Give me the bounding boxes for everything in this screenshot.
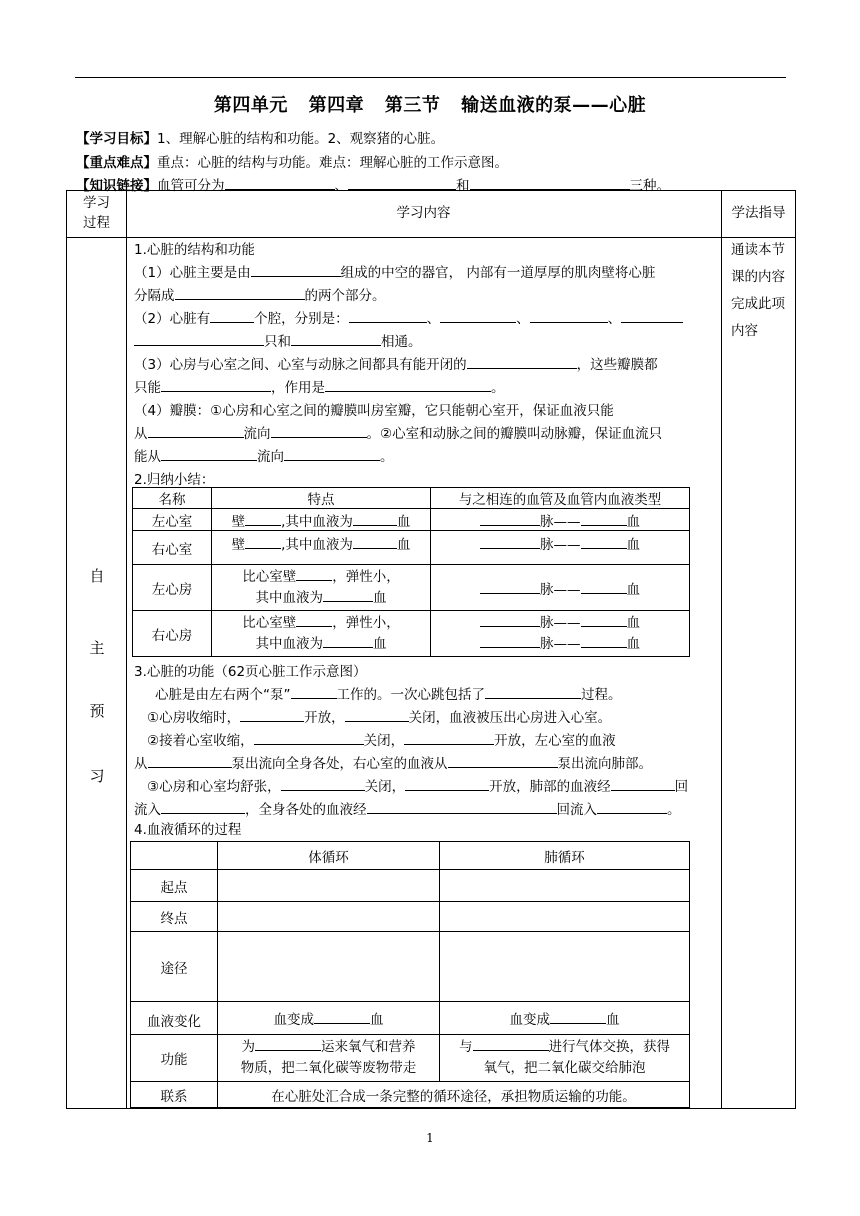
section1-line <box>134 331 714 354</box>
link-text: 血管可分为 <box>157 178 225 194</box>
blank[interactable] <box>550 1011 606 1024</box>
col-header-process <box>67 193 126 233</box>
text: 回流入 <box>556 802 597 818</box>
table-row <box>133 565 690 611</box>
blank[interactable] <box>480 536 540 549</box>
blank[interactable] <box>404 732 494 745</box>
sep: 、 <box>334 178 348 194</box>
line <box>444 1037 685 1058</box>
blank[interactable] <box>245 536 281 549</box>
section1-heading: 1.心脏的结构和功能 <box>134 242 255 258</box>
circulation-table <box>130 841 690 1108</box>
study-guide <box>727 237 797 345</box>
blank[interactable] <box>530 310 608 323</box>
blank[interactable] <box>175 287 305 300</box>
learning-goals <box>76 127 444 147</box>
row-label: 血液变化 <box>131 1002 218 1035</box>
row-feature <box>212 509 431 531</box>
th-vessel: 与之相连的血管及血管内血液类型 <box>431 488 690 509</box>
text: 的两个部分。 <box>304 288 386 304</box>
row-label: 途径 <box>131 932 218 1002</box>
t: 为 <box>241 1039 255 1055</box>
t: ,其中血液为 <box>281 513 353 530</box>
t: 血 <box>606 1012 620 1028</box>
row-feature <box>212 531 431 565</box>
hdr-line: 过程 <box>83 215 110 231</box>
section3-heading: 3.心脏的功能（62页心脏工作示意图） <box>134 664 367 680</box>
text: 关闭， <box>363 733 405 749</box>
th-systemic: 体循环 <box>218 842 440 870</box>
text: ，作用是 <box>271 380 325 396</box>
table-header-row <box>131 842 690 870</box>
blank[interactable] <box>323 635 373 648</box>
blank[interactable] <box>323 589 373 602</box>
row-name: 左心室 <box>133 509 212 531</box>
t: 进行气体交换，获得 <box>548 1039 670 1055</box>
blank[interactable] <box>470 176 630 190</box>
text: 开放，肺部的血液经 <box>489 779 611 795</box>
cell-function-systemic <box>218 1035 440 1082</box>
text: 能从 <box>134 449 161 465</box>
t: 血 <box>626 635 640 652</box>
row-label: 联系 <box>131 1082 218 1108</box>
side-label-char: 习 <box>89 767 105 785</box>
header-divider <box>67 237 795 238</box>
blank[interactable] <box>581 635 627 648</box>
section1-line <box>134 285 714 308</box>
t: 血 <box>626 513 640 530</box>
blank[interactable] <box>245 513 281 526</box>
title-chapter: 第四章 <box>308 95 365 116</box>
row-vessel <box>431 565 690 611</box>
text: 过程。 <box>581 687 622 703</box>
t: 壁 <box>231 537 246 553</box>
text: 泵出流向肺部。 <box>557 756 652 772</box>
blank[interactable] <box>281 778 365 791</box>
cell-function-pulmonary <box>440 1035 690 1082</box>
blank[interactable] <box>240 709 304 722</box>
page-title <box>0 91 860 117</box>
text: 个腔，分别是： <box>254 311 349 327</box>
cell[interactable] <box>218 932 440 1002</box>
line <box>216 634 426 655</box>
section3-line <box>155 684 735 707</box>
text: 流向 <box>257 449 284 465</box>
blank[interactable] <box>485 686 581 699</box>
line <box>216 613 426 634</box>
table-row <box>131 870 690 902</box>
cell-change-systemic <box>218 1002 440 1035</box>
blank[interactable] <box>581 581 627 594</box>
line <box>216 567 426 588</box>
row-feature <box>212 611 431 657</box>
t: 与 <box>459 1039 473 1055</box>
text: 关闭，血液被压出心房进入心室。 <box>408 710 612 726</box>
section3-line <box>147 730 727 753</box>
text: 流向 <box>243 426 271 442</box>
table-row <box>131 1035 690 1082</box>
text: 开放，左心室的血液 <box>494 733 616 749</box>
blank[interactable] <box>480 635 540 648</box>
table-row <box>133 509 690 531</box>
side-label-char: 预 <box>89 702 105 720</box>
text: （3）心房与心室之间、心室与动脉之间都具有能开闭的 <box>134 357 467 373</box>
blank[interactable] <box>314 1011 370 1024</box>
sep: 、 <box>426 311 441 327</box>
text: 分隔成 <box>134 288 175 304</box>
t: 血 <box>396 537 411 553</box>
section2-heading: 2.归纳小结： <box>134 472 215 488</box>
row-feature <box>212 565 431 611</box>
blank[interactable] <box>480 513 540 526</box>
table-row <box>133 531 690 565</box>
row-vessel <box>431 509 690 531</box>
t: 脉—— <box>540 581 581 598</box>
section1-line <box>134 354 714 377</box>
blank[interactable] <box>134 333 264 346</box>
blank[interactable] <box>296 614 332 627</box>
guide-line: 课的内容 <box>731 269 785 285</box>
text: 工作的。一次心跳包括了 <box>336 687 485 703</box>
row-vessel <box>431 611 690 657</box>
cell[interactable] <box>218 870 440 902</box>
cell[interactable] <box>440 932 690 1002</box>
th-empty <box>131 842 218 870</box>
t: 血 <box>370 1012 384 1028</box>
line: 氧气，把二氧化碳交给肺泡 <box>483 1060 646 1076</box>
t: 其中血液为 <box>255 589 323 606</box>
blank[interactable] <box>349 310 427 323</box>
row-vessel <box>431 531 690 565</box>
text: 开放， <box>304 710 345 726</box>
blank[interactable] <box>161 448 257 461</box>
blank[interactable] <box>284 448 380 461</box>
t: 血变成 <box>273 1012 314 1028</box>
focus-text: 重点：心脏的结构与功能。难点：理解心脏的工作示意图。 <box>157 155 508 171</box>
text: 流入 <box>134 802 161 818</box>
t: ，弹性小， <box>332 614 400 631</box>
text: （2）心脏有 <box>134 311 211 327</box>
blank[interactable] <box>405 778 489 791</box>
section1-line <box>134 262 714 285</box>
t: 血 <box>396 513 411 530</box>
text: 关闭， <box>364 779 406 795</box>
text: 心脏是由左右两个“泵” <box>155 687 291 703</box>
line <box>435 613 685 634</box>
t: 其中血液为 <box>255 635 323 652</box>
text: ①心房收缩时， <box>147 710 241 726</box>
section3-line <box>147 707 727 730</box>
side-label-char: 主 <box>89 639 105 657</box>
section3-line <box>134 753 714 776</box>
t: 脉—— <box>540 537 581 553</box>
t: 脉—— <box>540 614 581 631</box>
text: 相通。 <box>381 334 422 350</box>
blank[interactable] <box>581 536 627 549</box>
table-row <box>131 1002 690 1035</box>
blank[interactable] <box>581 614 627 627</box>
text: （1）心脏主要是由 <box>134 265 251 281</box>
table-row <box>131 932 690 1002</box>
section1-line: （4）瓣膜：①心房和心室之间的瓣膜叫房室瓣，它只能朝心室开，保证血液只能 <box>134 403 614 419</box>
line: 物质，把二氧化碳等废物带走 <box>240 1060 417 1076</box>
t: 血 <box>373 589 387 606</box>
section1-line <box>134 423 714 446</box>
text: 。 <box>491 380 505 396</box>
t: 脉—— <box>540 513 581 530</box>
blank[interactable] <box>480 581 540 594</box>
th-name: 名称 <box>133 488 212 509</box>
blank[interactable] <box>597 801 667 814</box>
section1-line <box>134 377 714 400</box>
blank[interactable] <box>581 513 627 526</box>
line <box>216 588 426 609</box>
text: 组成的中空的器官， 内部有一道厚厚的肌肉壁将心脏 <box>340 265 656 281</box>
row-label: 终点 <box>131 902 218 932</box>
focus-label: 【重点难点】 <box>76 155 157 171</box>
col-header-guide: 学法指导 <box>731 205 786 221</box>
cell[interactable] <box>218 902 440 932</box>
th-feature: 特点 <box>212 488 431 509</box>
blank[interactable] <box>367 801 557 814</box>
t: ,其中血液为 <box>281 537 353 553</box>
t: 比心室壁 <box>242 614 297 631</box>
title-topic: 输送血液的泵——心脏 <box>461 95 647 116</box>
summary-table <box>132 487 690 657</box>
cell[interactable] <box>440 902 690 932</box>
sep: 、 <box>516 311 530 327</box>
goal-text: 1、理解心脏的结构和功能。2、观察猪的心脏。 <box>157 131 445 147</box>
blank[interactable] <box>348 176 456 190</box>
t: 血 <box>626 581 640 598</box>
blank[interactable] <box>448 755 558 768</box>
title-unit: 第四单元 <box>213 95 288 116</box>
col-header-content: 学习内容 <box>396 205 451 221</box>
blank[interactable] <box>161 801 245 814</box>
blank[interactable] <box>291 333 381 346</box>
row-label: 功能 <box>131 1035 218 1082</box>
text: 只和 <box>264 334 291 350</box>
page-number: 1 <box>426 1131 434 1145</box>
t: ，弹性小， <box>332 568 400 585</box>
text: 。 <box>667 802 681 818</box>
text: 从 <box>134 756 148 772</box>
th-pulmonary: 肺循环 <box>440 842 690 870</box>
blank[interactable] <box>251 264 341 277</box>
header-rule <box>75 77 786 78</box>
blank[interactable] <box>611 778 675 791</box>
goal-label: 【学习目标】 <box>76 131 157 147</box>
blank[interactable] <box>254 732 364 745</box>
study-table <box>66 190 796 1109</box>
side-label-char: 自 <box>89 567 105 585</box>
line <box>435 634 685 655</box>
t: 血变成 <box>509 1012 550 1028</box>
text: 只能 <box>134 380 161 396</box>
blank[interactable] <box>255 1038 321 1051</box>
t: 血 <box>626 537 640 553</box>
row-name: 左心房 <box>133 565 212 611</box>
blank[interactable] <box>296 568 332 581</box>
t: 脉—— <box>540 635 581 652</box>
blank[interactable] <box>345 709 409 722</box>
t: 运来氧气和营养 <box>321 1039 416 1055</box>
text: ，全身各处的血液经 <box>245 802 367 818</box>
cell-change-pulmonary <box>440 1002 690 1035</box>
text: ③心房和心室均舒张， <box>147 779 281 795</box>
line <box>222 1037 435 1058</box>
section4-heading: 4.血液循环的过程 <box>134 822 242 838</box>
table-header-row <box>133 488 690 509</box>
blank[interactable] <box>473 1038 549 1051</box>
blank[interactable] <box>291 686 337 699</box>
blank[interactable] <box>325 379 491 392</box>
blank[interactable] <box>621 310 683 323</box>
t: 血 <box>626 614 640 631</box>
blank[interactable] <box>161 379 271 392</box>
blank[interactable] <box>148 425 244 438</box>
blank[interactable] <box>148 755 232 768</box>
guide-line: 完成此项 <box>731 296 785 312</box>
text: ，这些瓣膜都 <box>576 357 658 373</box>
section1-line <box>134 308 714 331</box>
text: 泵出流向全身各处，右心室的血液从 <box>231 756 448 772</box>
text: ②接着心室收缩， <box>147 733 254 749</box>
text: 。②心室和动脉之间的瓣膜叫动脉瓣，保证血流只 <box>366 426 663 442</box>
blank[interactable] <box>480 614 540 627</box>
table-row <box>131 902 690 932</box>
t: 壁 <box>231 513 246 530</box>
table-row <box>131 1082 690 1108</box>
table-row <box>133 611 690 657</box>
text: 回 <box>674 779 689 795</box>
blank[interactable] <box>210 310 254 323</box>
sep: 、 <box>607 311 622 327</box>
t: 比心室壁 <box>242 568 297 585</box>
text: 。 <box>380 449 394 465</box>
link-label: 【知识链接】 <box>76 178 157 194</box>
t: 血 <box>373 635 387 652</box>
link-end: 三种。 <box>629 178 670 194</box>
text: 从 <box>134 426 148 442</box>
section3-line <box>147 776 727 799</box>
guide-line: 内容 <box>731 323 758 339</box>
blank[interactable] <box>225 176 335 190</box>
guide-line: 通读本节 <box>731 242 785 258</box>
row-label: 起点 <box>131 870 218 902</box>
row-name: 右心房 <box>133 611 212 657</box>
blank[interactable] <box>271 425 367 438</box>
sep: 和 <box>456 178 470 194</box>
title-section: 第三节 <box>384 95 441 116</box>
row-name: 右心室 <box>133 531 212 565</box>
blank[interactable] <box>440 310 516 323</box>
blank[interactable] <box>353 536 397 549</box>
section1-line <box>134 446 714 469</box>
blank[interactable] <box>467 356 577 369</box>
hdr-line: 学习 <box>83 195 110 211</box>
key-points <box>76 151 508 171</box>
cell-link: 在心脏处汇合成一条完整的循环途径，承担物质运输的功能。 <box>218 1082 690 1108</box>
col-divider <box>721 191 722 1108</box>
cell[interactable] <box>440 870 690 902</box>
blank[interactable] <box>353 513 397 526</box>
